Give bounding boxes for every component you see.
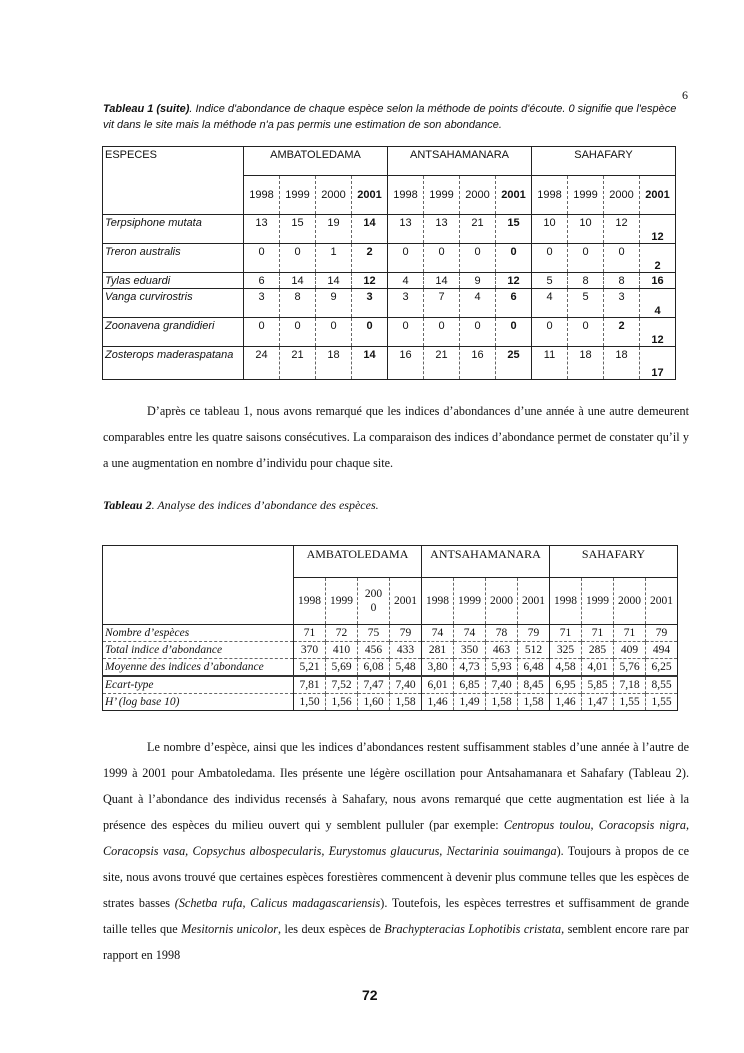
cell: 16 (460, 347, 496, 380)
cell: 6,01 (422, 676, 454, 694)
cell: 0 (388, 318, 424, 347)
cell: 13 (388, 215, 424, 244)
cell: 0 (424, 318, 460, 347)
cell: 325 (550, 642, 582, 659)
cell: 14 (352, 215, 388, 244)
cell: 15 (496, 215, 532, 244)
table2-caption-text: . Analyse des indices d’abondance des espèces. (151, 498, 379, 512)
year-header: 1999 (568, 176, 604, 215)
cell: 3 (244, 289, 280, 318)
table1-header-years (103, 176, 676, 215)
cell: 21 (424, 347, 460, 380)
table1-caption-title: Tableau 1 (suite) (103, 103, 190, 115)
cell: 456 (358, 642, 390, 659)
cell: 7,47 (358, 676, 390, 694)
year-header: 2001 (640, 176, 676, 215)
table2-analysis (102, 545, 678, 711)
year-header: 2001 (496, 176, 532, 215)
cell: 5 (568, 289, 604, 318)
cell: 5,69 (326, 659, 358, 677)
site-header-ambatoledama: AMBATOLEDAMA (294, 546, 422, 578)
cell: 21 (280, 347, 316, 380)
cell: 16 (640, 273, 676, 289)
page-number-footer: 72 (362, 987, 378, 1003)
cell: 494 (646, 642, 678, 659)
cell: 5,21 (294, 659, 326, 677)
cell: 2 (640, 244, 676, 273)
cell: 0 (568, 244, 604, 273)
cell: 512 (518, 642, 550, 659)
table-row (103, 642, 678, 659)
cell: 4 (460, 289, 496, 318)
species-name-italic: Brachypteracias Lophotibis cristata, (384, 922, 565, 936)
table1-caption-text: . Indice d'abondance de chaque espèce selon la méthode de points d'écoute. 0 signifie que l'espèce vit dans le site mais la méthode n'a pas permis une estimation de son abondance. (103, 103, 677, 131)
cell: 1,58 (486, 694, 518, 711)
cell: 71 (614, 625, 646, 642)
year-header: 1999 (424, 176, 460, 215)
year-header: 2000 (614, 578, 646, 625)
cell: 6,85 (454, 676, 486, 694)
cell: 0 (568, 318, 604, 347)
year-header: 2000 (486, 578, 518, 625)
cell: 74 (454, 625, 486, 642)
cell: 0 (496, 244, 532, 273)
cell: 1,58 (390, 694, 422, 711)
cell: 12 (640, 318, 676, 347)
cell: 0 (460, 244, 496, 273)
cell: 7,52 (326, 676, 358, 694)
cell: 10 (532, 215, 568, 244)
cell: 4,01 (582, 659, 614, 677)
cell: 13 (424, 215, 460, 244)
cell: 9 (460, 273, 496, 289)
cell: 12 (496, 273, 532, 289)
cell: 0 (460, 318, 496, 347)
year-header: 2000 (604, 176, 640, 215)
year-header: 1999 (582, 578, 614, 625)
year-header: 1998 (422, 578, 454, 625)
cell: 1 (316, 244, 352, 273)
paragraph-2-text: ). Toutefois, les espèces terrestres et suffisamment de grande taille telles que (103, 896, 689, 936)
cell: 433 (390, 642, 422, 659)
cell: 1,60 (358, 694, 390, 711)
cell: 0 (496, 318, 532, 347)
table-row (103, 694, 678, 711)
cell: 18 (568, 347, 604, 380)
cell: 0 (244, 244, 280, 273)
cell: 1,56 (326, 694, 358, 711)
cell: 12 (604, 215, 640, 244)
cell: 5,76 (614, 659, 646, 677)
cell: 79 (518, 625, 550, 642)
cell: 4,73 (454, 659, 486, 677)
table2-caption-title: Tableau 2 (103, 498, 152, 512)
year-header: 2000 (316, 176, 352, 215)
species-column-header: ESPECES (103, 147, 244, 176)
table1-caption (103, 101, 683, 133)
cell: 0 (532, 244, 568, 273)
cell: 370 (294, 642, 326, 659)
cell: 1,49 (454, 694, 486, 711)
cell: 10 (568, 215, 604, 244)
site-header-ambatoledama: AMBATOLEDAMA (244, 147, 388, 176)
cell: 1,47 (582, 694, 614, 711)
table-row (103, 289, 676, 318)
cell: 281 (422, 642, 454, 659)
paragraph-2-text: , les deux espèces de (277, 922, 385, 936)
species-name: Treron australis (103, 244, 244, 273)
cell: 409 (614, 642, 646, 659)
year-header: 2000 (364, 588, 383, 614)
cell: 2 (604, 318, 640, 347)
cell: 74 (422, 625, 454, 642)
table1-header-sites (103, 147, 676, 176)
cell: 14 (352, 347, 388, 380)
paragraph-2-text: ). Toujours à propos de ce site, nous avons trouvé que certaines espèces forestières commencent à devenir plus commune telles que les espèces de strates basses (103, 844, 689, 910)
cell: 0 (424, 244, 460, 273)
cell: 72 (326, 625, 358, 642)
cell: 17 (640, 347, 676, 380)
table1-abundance (102, 146, 676, 380)
year-header: 1998 (550, 578, 582, 625)
species-list-italic: Centropus toulou, Coracopsis nigra, Coracopsis vasa, Copsychus albospecularis, Eurystomus glaucurus, Nectarinia souimanga (103, 818, 689, 858)
cell: 14 (316, 273, 352, 289)
paragraph-2 (103, 734, 689, 968)
year-header: 2001 (390, 578, 422, 625)
cell: 18 (604, 347, 640, 380)
table-row (103, 244, 676, 273)
species-name: Vanga curvirostris (103, 289, 244, 318)
cell: 71 (582, 625, 614, 642)
cell: 1,55 (646, 694, 678, 711)
cell: 1,46 (422, 694, 454, 711)
cell: 11 (532, 347, 568, 380)
cell: 75 (358, 625, 390, 642)
cell: 0 (532, 318, 568, 347)
cell: 5,93 (486, 659, 518, 677)
cell: 8,45 (518, 676, 550, 694)
cell: 5 (532, 273, 568, 289)
paragraph-2-text: Le nombre d’espèce, ainsi que les indices d’abondances restent suffisamment stables d’une année à l’autre de 1999 à 2001 pour Ambatoledama. Iles présente une légère oscillation pour Antsahamanara et Sahafary (Tableau 2). Quant à l’abondance des individus recensés à Sahafary, nous avons remarqué que cette augmentation est liée à la présence des espèces du milieu ouvert qui y semblent pulluler (par exemple: (103, 740, 689, 832)
cell: 9 (316, 289, 352, 318)
species-list-italic: (Schetba rufa, Calicus madagascariensis (174, 896, 381, 910)
cell: 285 (582, 642, 614, 659)
cell: 4 (532, 289, 568, 318)
year-header: 2001 (646, 578, 678, 625)
cell: 5,85 (582, 676, 614, 694)
site-header-antsahamanara: ANTSAHAMANARA (388, 147, 532, 176)
cell: 6,48 (518, 659, 550, 677)
table2-caption (103, 498, 379, 513)
year-header: 2000 (460, 176, 496, 215)
table-row (103, 625, 678, 642)
species-name: Terpsiphone mutata (103, 215, 244, 244)
species-name-italic: Mesitornis unicolor (181, 922, 278, 936)
table2-header-sites (103, 546, 678, 578)
cell: 4 (388, 273, 424, 289)
cell: 7,40 (486, 676, 518, 694)
cell: 8 (604, 273, 640, 289)
year-header: 1998 (532, 176, 568, 215)
cell: 3,80 (422, 659, 454, 677)
year-header: 1998 (294, 578, 326, 625)
site-header-sahafary: SAHAFARY (532, 147, 676, 176)
cell: 14 (424, 273, 460, 289)
cell: 1,58 (518, 694, 550, 711)
year-header: 1999 (454, 578, 486, 625)
cell: 2 (352, 244, 388, 273)
year-header: 1998 (388, 176, 424, 215)
table-row (103, 215, 676, 244)
cell: 24 (244, 347, 280, 380)
cell: 3 (604, 289, 640, 318)
cell: 6 (496, 289, 532, 318)
cell: 0 (244, 318, 280, 347)
cell: 7,40 (390, 676, 422, 694)
year-header: 1999 (326, 578, 358, 625)
cell: 79 (646, 625, 678, 642)
paragraph-1 (103, 398, 689, 476)
species-name: Zoonavena grandidieri (103, 318, 244, 347)
table-row (103, 659, 678, 677)
cell: 7,18 (614, 676, 646, 694)
year-header: 2001 (352, 176, 388, 215)
cell: 3 (352, 289, 388, 318)
paragraph-1-text: D’après ce tableau 1, nous avons remarqué que les indices d’abondances d’une année à une autre demeurent comparables entre les quatre saisons consécutives. La comparaison des indices d’abondance permet de constater qu’il y a une augmentation en nombre d’individu pour chaque site. (103, 404, 689, 470)
cell: 18 (316, 347, 352, 380)
cell: 0 (316, 318, 352, 347)
cell: 71 (550, 625, 582, 642)
cell: 13 (244, 215, 280, 244)
cell: 410 (326, 642, 358, 659)
table-row (103, 273, 676, 289)
cell: 78 (486, 625, 518, 642)
cell: 4,58 (550, 659, 582, 677)
cell: 6,25 (646, 659, 678, 677)
row-label: Total indice d’abondance (103, 642, 294, 659)
cell: 25 (496, 347, 532, 380)
year-header: 2001 (518, 578, 550, 625)
cell: 12 (640, 215, 676, 244)
cell: 0 (280, 244, 316, 273)
cell: 8 (568, 273, 604, 289)
row-label: Ecart-type (103, 676, 294, 694)
row-label: Nombre d’espèces (103, 625, 294, 642)
cell: 79 (390, 625, 422, 642)
cell: 6,95 (550, 676, 582, 694)
species-name: Tylas eduardi (103, 273, 244, 289)
cell: 0 (352, 318, 388, 347)
cell: 16 (388, 347, 424, 380)
empty-corner (103, 546, 294, 625)
cell: 0 (280, 318, 316, 347)
table-row (103, 676, 678, 694)
table-row (103, 347, 676, 380)
cell: 463 (486, 642, 518, 659)
cell: 21 (460, 215, 496, 244)
cell: 8 (280, 289, 316, 318)
row-label: Moyenne des indices d’abondance (103, 659, 294, 677)
cell: 1,55 (614, 694, 646, 711)
cell: 350 (454, 642, 486, 659)
cell: 71 (294, 625, 326, 642)
cell: 5,48 (390, 659, 422, 677)
year-header: 1999 (280, 176, 316, 215)
cell: 0 (388, 244, 424, 273)
cell: 8,55 (646, 676, 678, 694)
cell: 6,08 (358, 659, 390, 677)
species-name: Zosterops maderaspatana (103, 347, 244, 380)
cell: 7,81 (294, 676, 326, 694)
cell: 6 (244, 273, 280, 289)
cell: 4 (640, 289, 676, 318)
site-header-antsahamanara: ANTSAHAMANARA (422, 546, 550, 578)
cell: 15 (280, 215, 316, 244)
cell: 14 (280, 273, 316, 289)
cell: 3 (388, 289, 424, 318)
table-row (103, 318, 676, 347)
cell: 19 (316, 215, 352, 244)
cell: 1,50 (294, 694, 326, 711)
page-number-top: 6 (682, 88, 688, 102)
cell: 7 (424, 289, 460, 318)
row-label: H’ (log base 10) (103, 694, 294, 711)
paragraph-2-text: semblent encore rare par rapport en 1998 (103, 922, 689, 962)
site-header-sahafary: SAHAFARY (550, 546, 678, 578)
cell: 12 (352, 273, 388, 289)
cell: 0 (604, 244, 640, 273)
year-header: 1998 (244, 176, 280, 215)
cell: 1,46 (550, 694, 582, 711)
